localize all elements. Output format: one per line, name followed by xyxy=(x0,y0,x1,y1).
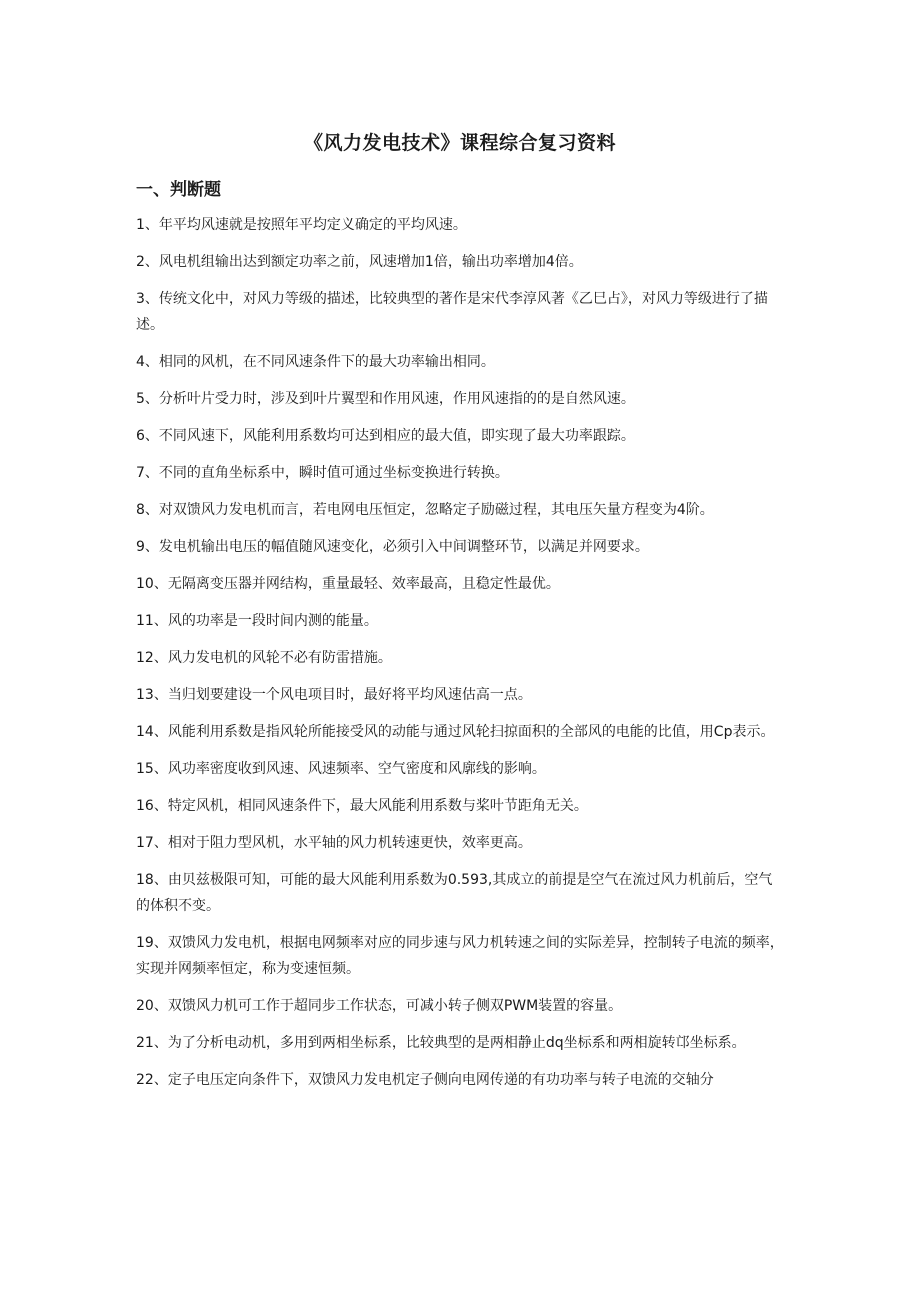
question-item-2: 2、风电机组输出达到额定功率之前，风速增加1倍，输出功率增加4倍。 xyxy=(136,254,583,270)
question-list xyxy=(136,212,786,1104)
question-item-17: 17、相对于阻力型风机，水平轴的风力机转速更快，效率更高。 xyxy=(136,835,532,851)
question-item-7: 7、不同的直角坐标系中，瞬时值可通过坐标变换进行转换。 xyxy=(136,465,509,481)
question-item-9: 9、发电机输出电压的幅值随风速变化，必须引入中间调整环节，以满足并网要求。 xyxy=(136,539,649,555)
question-item-18: 18、由贝兹极限可知，可能的最大风能利用系数为0.593,其成立的前提是空气在流过风力机前后，空气的体积不变。 xyxy=(136,872,773,914)
question-item-10: 10、无隔离变压器并网结构，重量最轻、效率最高，且稳定性最优。 xyxy=(136,576,560,592)
question-item-8: 8、对双馈风力发电机而言，若电网电压恒定，忽略定子励磁过程，其电压矢量方程变为4阶。 xyxy=(136,502,714,518)
question-item-4: 4、相同的风机，在不同风速条件下的最大功率输出相同。 xyxy=(136,354,495,370)
question-item-3: 3、传统文化中，对风力等级的描述，比较典型的著作是宋代李淳风著《乙巳占》，对风力等级进行了描述。 xyxy=(136,291,768,333)
question-item-12: 12、风力发电机的风轮不必有防雷措施。 xyxy=(136,650,392,666)
question-item-14: 14、风能利用系数是指风轮所能接受风的动能与通过风轮扫掠面积的全部风的电能的比值，用Cp表示。 xyxy=(136,724,775,740)
question-item-11: 11、风的功率是一段时间内测的能量。 xyxy=(136,613,378,629)
section-heading-true-false: 一、判断题 xyxy=(136,180,221,200)
document-title: 《风力发电技术》课程综合复习资料 xyxy=(303,132,616,154)
question-item-15: 15、风功率密度收到风速、风速频率、空气密度和风廓线的影响。 xyxy=(136,761,546,777)
question-item-22: 22、定子电压定向条件下，双馈风力发电机定子侧向电网传递的有功功率与转子电流的交轴分 xyxy=(136,1072,714,1088)
question-item-16: 16、特定风机，相同风速条件下，最大风能利用系数与桨叶节距角无关。 xyxy=(136,798,588,814)
question-item-20: 20、双馈风力机可工作于超同步工作状态，可减小转子侧双PWM装置的容量。 xyxy=(136,998,623,1014)
question-item-6: 6、不同风速下，风能利用系数均可达到相应的最大值，即实现了最大功率跟踪。 xyxy=(136,428,635,444)
question-item-5: 5、分析叶片受力时，涉及到叶片翼型和作用风速，作用风速指的的是自然风速。 xyxy=(136,391,635,407)
question-item-21: 21、为了分析电动机，多用到两相坐标系，比较典型的是两相静止dq坐标系和两相旋转邙坐标系。 xyxy=(136,1035,746,1051)
question-item-19: 19、双馈风力发电机，根据电网频率对应的同步速与风力机转速之间的实际差异，控制转子电流的频率，实现并网频率恒定，称为变速恒频。 xyxy=(136,935,784,977)
question-item-13: 13、当归划要建设一个风电项目时，最好将平均风速估高一点。 xyxy=(136,687,532,703)
question-item-1: 1、年平均风速就是按照年平均定义确定的平均风速。 xyxy=(136,217,467,233)
